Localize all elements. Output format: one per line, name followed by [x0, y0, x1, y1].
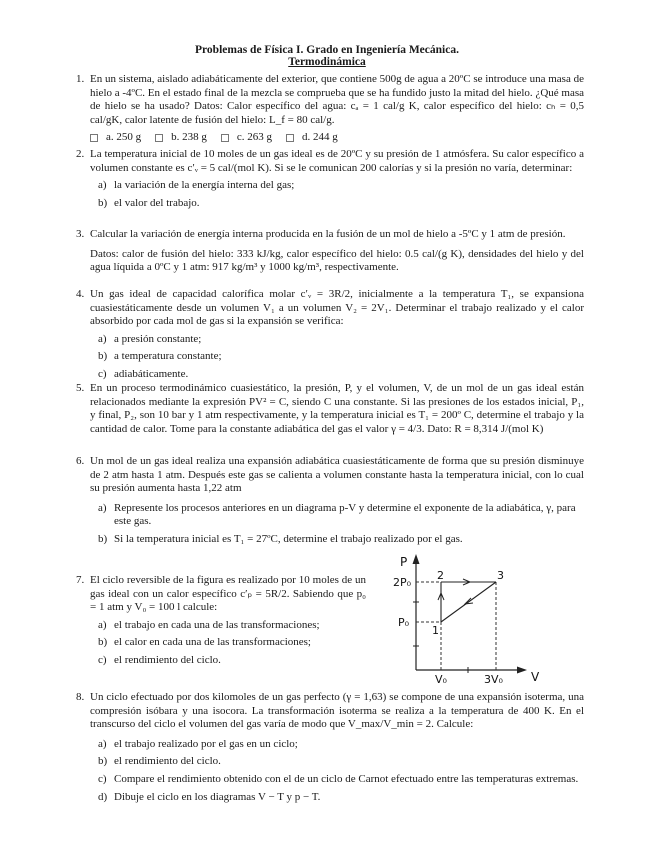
sub-item	[98, 654, 366, 668]
sub-item-label: b)	[98, 196, 108, 209]
page-title: Problemas de Física I. Grado en Ingeniería Mecánica.	[195, 44, 459, 56]
problem-2	[76, 148, 584, 210]
pv-cycle-diagram	[370, 548, 550, 688]
sub-item	[98, 179, 584, 193]
point-2-label: 2	[437, 569, 444, 582]
sub-item-label: a)	[98, 179, 107, 192]
problem-text: La temperatura inicial de 10 moles de un gas ideal es de 20ºC y su presión de 1 atmósfera. Su calor específico a volumen constante es c′ᵥ = 5 cal/(mol K). Si se le comunican 200 calorías y si la presión no varía, determinar:	[90, 148, 584, 174]
problem-7	[76, 574, 366, 668]
problem-number: 7.	[76, 574, 85, 586]
sub-item-text: adiabáticamente.	[114, 367, 189, 380]
point-3-label: 3	[497, 569, 504, 582]
x-axis-label: V	[531, 670, 540, 684]
point-1-label: 1	[432, 624, 439, 637]
problem-5	[76, 382, 584, 436]
sub-item-label: c)	[98, 772, 107, 785]
sub-item-label: a)	[98, 737, 107, 750]
sub-item-text: el calor en cada una de las transformaciones;	[114, 636, 311, 649]
problem-number: 1.	[76, 73, 85, 85]
sub-item	[98, 791, 584, 805]
x-axis-arrow-icon	[517, 667, 527, 674]
problem-text: Un ciclo efectuado por dos kilomoles de un gas perfecto (γ = 1,63) se compone de una expansión isoterma, una compresión isóbara y una isocora. La transformación isoterma se realiza a la temperatura de 400 K. En el transcurso del ciclo el volumen del gas varía de modo que V_max/V_min = 2. Calcule:	[90, 691, 584, 731]
choice-label: b. 238 g	[171, 131, 207, 144]
sub-item	[98, 619, 366, 633]
sub-item	[98, 368, 584, 382]
problem-3	[76, 228, 584, 275]
sub-item-label: c)	[98, 367, 107, 380]
problem-text: Un gas ideal de capacidad calorífica molar c′ᵥ = 3R/2, inicialmente a la temperatura T₁, se expansiona cuasiestáticamente desde un volumen V₁ a un volumen V₂ = 2V₁. Determinar el trabajo realizado y el calor absorbido por cada mol de gas si la expansión se verifica:	[90, 288, 584, 328]
problem-4	[76, 288, 584, 382]
sub-item	[98, 755, 584, 769]
problem-text: En un sistema, aislado adiabáticamente del exterior, que contiene 500g de agua a 20ºC se introduce una masa de hielo a -4ºC. En el estado final de la mezcla se comprueba que se ha fundido justo la mitad del hielo. ¿Qué masa de hielo se ha usado? Datos: Calor específico del agua: cₐ = 1 cal/g K, calor específico del hielo: cₕ = 0,5 cal/gK, calor latente de fusión del hielo: L_f = 80 cal/g.	[90, 73, 584, 126]
sub-item	[98, 350, 584, 364]
process-3-1	[441, 582, 496, 622]
answer-choices	[90, 131, 584, 145]
sub-item-text: Represente los procesos anteriores en un diagrama p-V y determine el exponente de la adiabática, γ, para este gas.	[114, 501, 576, 528]
sub-item	[98, 738, 584, 752]
sub-item-label: a)	[98, 618, 107, 631]
sub-item-text: el rendimiento del ciclo.	[114, 755, 221, 768]
y-tick-p0: P₀	[398, 616, 410, 629]
sub-item-text: el valor del trabajo.	[114, 196, 200, 209]
choice-label: d. 244 g	[302, 131, 338, 144]
sub-item-label: a)	[98, 501, 107, 514]
problem-number: 6.	[76, 455, 85, 467]
problem-text: El ciclo reversible de la figura es realizado por 10 moles de un gas ideal con un calor específico c′ₚ = 5R/2. Sabiendo que p₀ = 1 atm y V₀ = 100 l calcule:	[90, 574, 366, 614]
sub-item-text: la variación de la energía interna del gas;	[114, 179, 295, 192]
problem-data: Datos: calor de fusión del hielo: 333 kJ/kg, calor específico del hielo: 0.5 cal/(g K), densidades del hielo y del agua líquida a 0ºC y 1 atm: 917 kg/m³ y 1000 kg/m³, respectivamente.	[90, 247, 584, 274]
sub-item	[98, 773, 584, 787]
problem-text: Calcular la variación de energía interna producida en la fusión de un mol de hielo a -5ºC y 1 atm de presión.	[90, 228, 566, 240]
sub-item	[98, 502, 584, 529]
x-tick-3v0: 3V₀	[484, 673, 503, 686]
sub-item-label: b)	[98, 532, 108, 545]
problem-number: 4.	[76, 288, 85, 300]
y-axis-label: P	[400, 555, 408, 569]
page-subtitle: Termodinámica	[288, 56, 366, 68]
choice-d[interactable]	[286, 131, 338, 145]
problem-number: 2.	[76, 148, 85, 160]
sub-item-text: Dibuje el ciclo en los diagramas V − T y p − T.	[114, 790, 321, 803]
choice-a[interactable]	[90, 131, 141, 145]
checkbox-icon[interactable]	[221, 134, 229, 142]
sub-item	[98, 197, 584, 211]
choice-b[interactable]	[155, 131, 207, 145]
problem-1	[76, 73, 584, 145]
y-axis-arrow-icon	[413, 554, 420, 564]
sub-item-text: a presión constante;	[114, 332, 202, 345]
choice-label: c. 263 g	[236, 131, 273, 144]
sub-item	[98, 533, 584, 547]
problem-8	[76, 691, 584, 804]
sub-item-text: el trabajo en cada una de las transformaciones;	[114, 618, 320, 631]
sub-item-label: b)	[98, 350, 108, 363]
checkbox-icon[interactable]	[90, 134, 98, 142]
sub-item-text: Compare el rendimiento obtenido con el de un ciclo de Carnot efectuado entre las temperaturas extremas.	[114, 772, 579, 785]
problem-number: 3.	[76, 228, 85, 240]
problem-6	[76, 455, 584, 547]
choice-label: a. 250 g	[106, 131, 142, 144]
sub-item-label: c)	[98, 653, 107, 666]
sub-item-label: a)	[98, 332, 107, 345]
problem-number: 5.	[76, 382, 85, 394]
sub-item-text: Si la temperatura inicial es T₁ = 27ºC, determine el trabajo realizado por el gas.	[114, 532, 463, 545]
sub-item-label: b)	[98, 755, 108, 768]
y-tick-2p0: 2P₀	[393, 576, 412, 589]
sub-item	[98, 333, 584, 347]
sub-item-text: el rendimiento del ciclo.	[114, 653, 221, 666]
sub-item-label: b)	[98, 636, 108, 649]
problem-text: En un proceso termodinámico cuasiestático, la presión, P, y el volumen, V, de un mol de un gas ideal están relacionados mediante la expresión PV² = C, siendo C una constante. Si las presiones de los estados inicial, P₁, y final, P₂, son 10 bar y 1 atm respectivamente, y la temperatura inicial es T₁ = 200º C, determine el trabajo y la cantidad de calor. Tome para la constante adiabática del gas el valor γ = 4/3. Dato: R = 8,314 J/(mol K)	[90, 382, 584, 435]
sub-item-text: el trabajo realizado por el gas en un ciclo;	[114, 737, 298, 750]
x-tick-v0: V₀	[435, 673, 447, 686]
problem-text: Un mol de un gas ideal realiza una expansión adiabática cuasiestáticamente de forma que su presión disminuye de 2 atm hasta 1 atm. Después este gas se calienta a volumen constante hasta la temperatura inicial, con lo cual su presión aumenta hasta 1,22 atm	[90, 455, 584, 495]
choice-c[interactable]	[221, 131, 272, 145]
checkbox-icon[interactable]	[155, 134, 163, 142]
checkbox-icon[interactable]	[286, 134, 294, 142]
sub-item-label: d)	[98, 790, 108, 803]
problem-number: 8.	[76, 691, 85, 703]
sub-item-text: a temperatura constante;	[114, 350, 222, 363]
sub-item	[98, 636, 366, 650]
